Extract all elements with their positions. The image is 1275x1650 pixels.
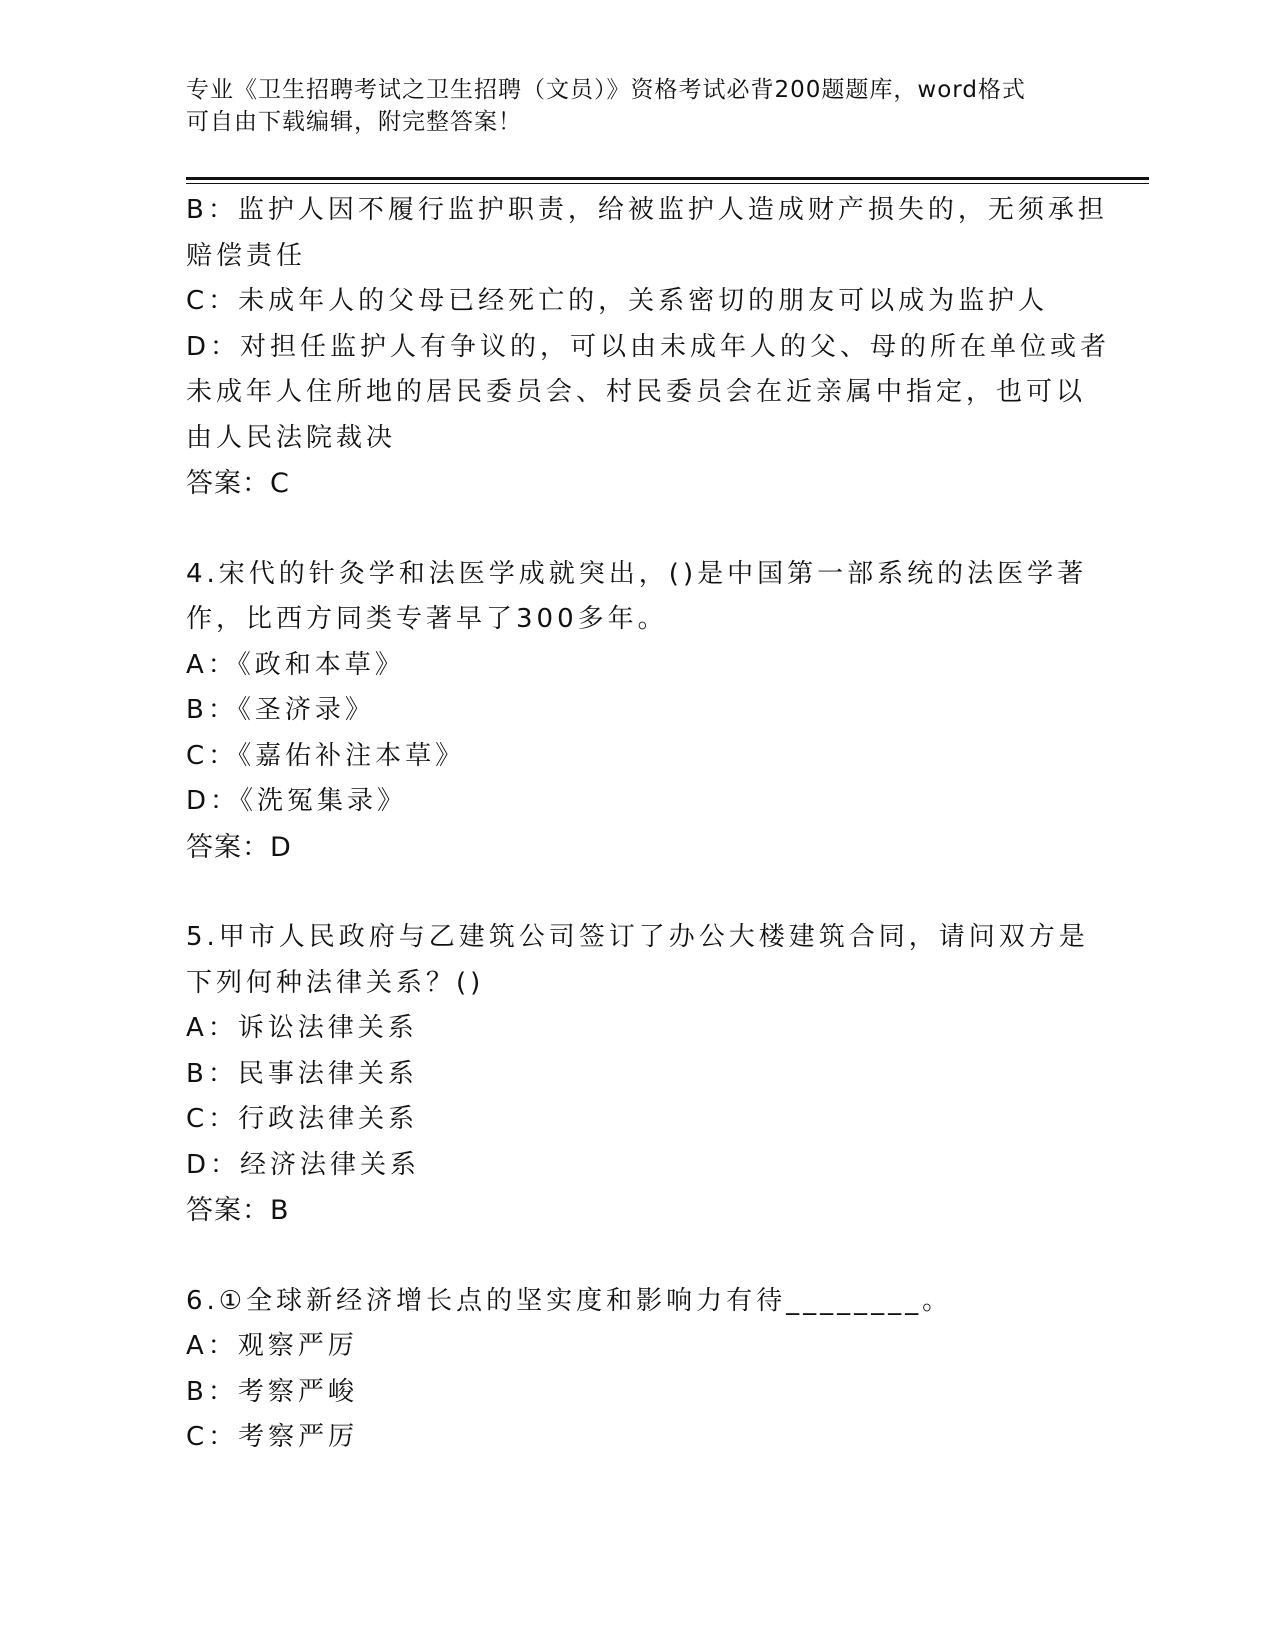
header-rule-thin (186, 183, 1149, 184)
spacer (186, 1234, 1086, 1279)
question-4 (186, 552, 1086, 871)
q4-option-c: C：《嘉佑补注本草》 (186, 740, 466, 771)
q3-option-b-line-2: 赔偿责任 (186, 240, 307, 271)
q5-answer: 答案：B (186, 1195, 290, 1226)
q4-stem-line-2: 作，比西方同类专著早了300多年。 (186, 604, 668, 634)
q5-option-d: D：经济法律关系 (186, 1149, 421, 1180)
q3-option-d-line-2: 未成年人住所地的居民委员会、村民委员会在近亲属中指定，也可以 (186, 377, 1087, 407)
q3-option-d-line-3: 由人民法院裁决 (186, 422, 397, 453)
q5-option-b: B：民事法律关系 (186, 1058, 418, 1089)
q4-option-b: B：《圣济录》 (186, 695, 375, 725)
question-content (186, 188, 1111, 1461)
q6-option-a: A：观察严厉 (186, 1331, 358, 1361)
question-5 (186, 915, 1089, 1234)
q3-option-d-line-1: D：对担任监护人有争议的，可以由未成年人的父、母的所在单位或者 (186, 331, 1111, 362)
q6-option-c: C：考察严厉 (186, 1422, 359, 1452)
question-3 (186, 188, 1111, 507)
q4-stem-line-1: 4.宋代的针灸学和法医学成就突出，()是中国第一部系统的法医学著 (186, 558, 1088, 589)
q4-answer: 答案：D (186, 831, 292, 863)
q3-option-b-line-1: B：监护人因不履行监护职责，给被监护人造成财产损失的，无须承担 (186, 195, 1108, 225)
q3-option-c: C：未成年人的父母已经死亡的，关系密切的朋友可以成为监护人 (186, 286, 1049, 316)
q4-option-a: A：《政和本草》 (186, 649, 405, 680)
q5-option-a: A：诉讼法律关系 (186, 1013, 418, 1043)
q5-option-c: C：行政法律关系 (186, 1104, 419, 1134)
header-line-2: 可自由下载编辑，附完整答案！ (186, 109, 522, 135)
q4-option-d: D：《洗冤集录》 (186, 786, 408, 816)
question-6 (186, 1279, 1086, 1461)
header-line-1: 专业《卫生招聘考试之卫生招聘（文员）》资格考试必背200题题库，word格式 (186, 77, 1026, 103)
q5-stem-line-2: 下列何种法律关系？() (186, 967, 485, 998)
document-header (186, 74, 1086, 138)
spacer (186, 507, 1086, 552)
header-rule-thick (186, 177, 1149, 180)
q5-stem-line-1: 5.甲市人民政府与乙建筑公司签订了办公大楼建筑合同，请问双方是 (186, 922, 1089, 952)
q6-option-b: B：考察严峻 (186, 1376, 358, 1407)
q6-stem-line-1: 6.①全球新经济增长点的坚实度和影响力有待________。 (186, 1285, 953, 1316)
q3-answer: 答案：C (186, 468, 290, 499)
spacer (186, 870, 1086, 915)
